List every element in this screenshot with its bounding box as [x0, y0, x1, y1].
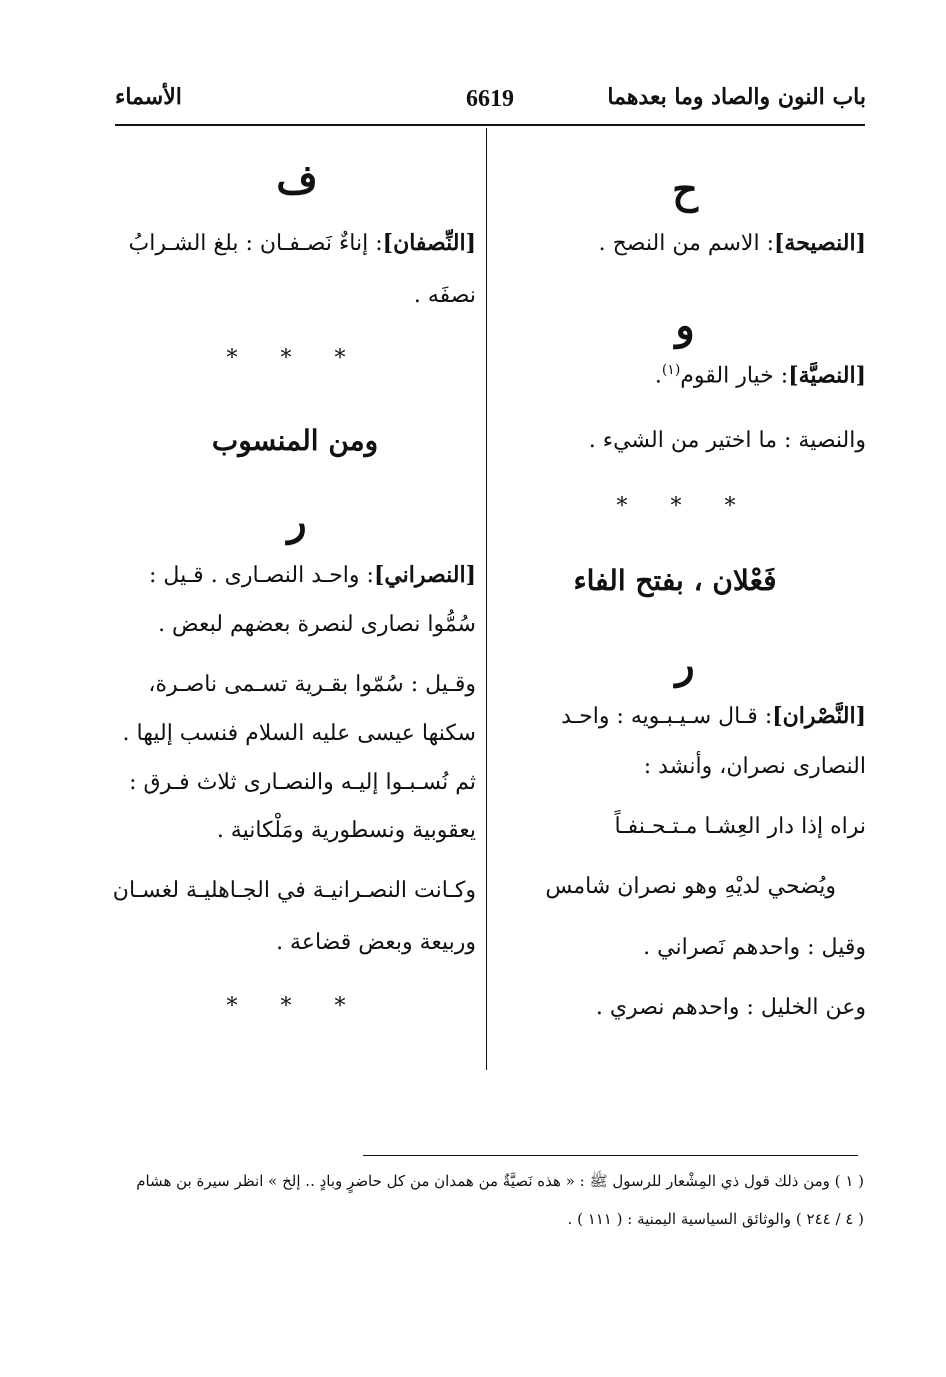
entry-nisfan-text: : إناءٌ نَصـفـان : بلغ الشـرابُ — [128, 231, 383, 256]
separator-stars-left: * * * — [226, 346, 364, 371]
heading-falan: فَعْلان ، بفتح الفاء — [573, 564, 777, 597]
entry-nassiya-head: [النصيَّة] — [788, 362, 866, 389]
entry-nasiha — [599, 230, 866, 257]
page-number: 6619 — [466, 86, 514, 112]
entry-nassiya-2: والنصية : ما اختير من الشيء . — [588, 428, 866, 453]
footnote-line-2: ( ٤ / ٢٤٤ ) والوثائق السياسية اليمنية : ( ١١١ ) . — [567, 1210, 864, 1228]
letter-waw: و — [675, 302, 695, 349]
separator-stars-right: * * * — [616, 494, 754, 519]
khalil-line: وعن الخليل : واحدهم نصري . — [595, 995, 866, 1020]
para2-line-2: سكنها عيسى عليه السلام فنسب إليها . — [122, 721, 476, 746]
para3-line-1: وكـانت النصـرانيـة في الجـاهليـة لغسـان — [112, 878, 476, 903]
para2-line-4: يعقوبية ونسطورية ومَلْكانية . — [216, 818, 476, 843]
header-rule — [115, 124, 865, 126]
letter-ra-right: ر — [675, 641, 695, 688]
verse-line-1: نراه إذا دار العِشـا مـتـحـنفـاً — [614, 814, 866, 839]
entry-nasiha-text: : الاسم من النصح . — [598, 231, 774, 256]
heading-mansub: ومن المنسوب — [211, 424, 379, 457]
entry-nassiya-end: . — [654, 363, 662, 389]
entry-nisfan-head: [النِّصفان] — [382, 230, 476, 256]
verse-line-2: ويُضحي لديْهِ وهو نصران شامس — [545, 874, 836, 899]
letter-ra-left: ر — [287, 498, 307, 545]
entry-nasran-line2: النصارى نصران، وأنشد : — [643, 754, 866, 779]
entry-nasrani-line2: سُمُّوا نصارى لنصرة بعضهم لبعض . — [158, 612, 476, 637]
chapter-title: باب النون والصاد وما بعدهما — [607, 84, 866, 110]
entry-nasrani-text: : واحـد النصـارى . قـيل : — [149, 563, 374, 588]
entry-nasran-text: : قـال سـيـبـويه : واحـد — [561, 704, 773, 729]
column-divider — [486, 128, 487, 1070]
entry-nasran-head: [النَّصْران] — [772, 703, 866, 729]
para3-line-2: وربيعة وبعض قضاعة . — [276, 930, 476, 955]
letter-ha: ح — [672, 166, 698, 213]
entry-nassiya-text: : خيار القوم — [680, 363, 789, 389]
footnote-rule — [363, 1155, 858, 1156]
entry-nasran-line1 — [561, 703, 866, 730]
section-title: الأسماء — [115, 84, 182, 110]
footnote-line-1: ( ١ ) ومن ذلك قول ذي المِشْعار للرسول ﷺ : « هذه نَصيَّةٌ من همدان من كل حاضرٍ وبادٍ .. إلخ » انظر سيرة بن هشام — [136, 1172, 864, 1190]
entry-nisfan-line2: نصفَه . — [413, 283, 476, 308]
said-line: وقيل : واحدهم نَصراني . — [643, 935, 866, 960]
letter-fa: ف — [276, 156, 318, 203]
footnote-ref: (١) — [661, 362, 681, 378]
entry-nasrani-line1 — [149, 562, 476, 589]
para2-line-3: ثم نُسـبـوا إليـه والنصـارى ثلاث فـرق : — [129, 770, 476, 795]
entry-nasrani-head: [النصراني] — [373, 562, 476, 588]
entry-nasiha-head: [النصيحة] — [774, 230, 866, 256]
entry-nisfan-line1 — [129, 230, 476, 257]
entry-nassiya — [655, 362, 866, 390]
separator-stars-bottom: * * * — [226, 994, 364, 1019]
para2-line-1: وقـيل : سُمّوا بقـرية تسـمى ناصـرة، — [148, 672, 476, 697]
